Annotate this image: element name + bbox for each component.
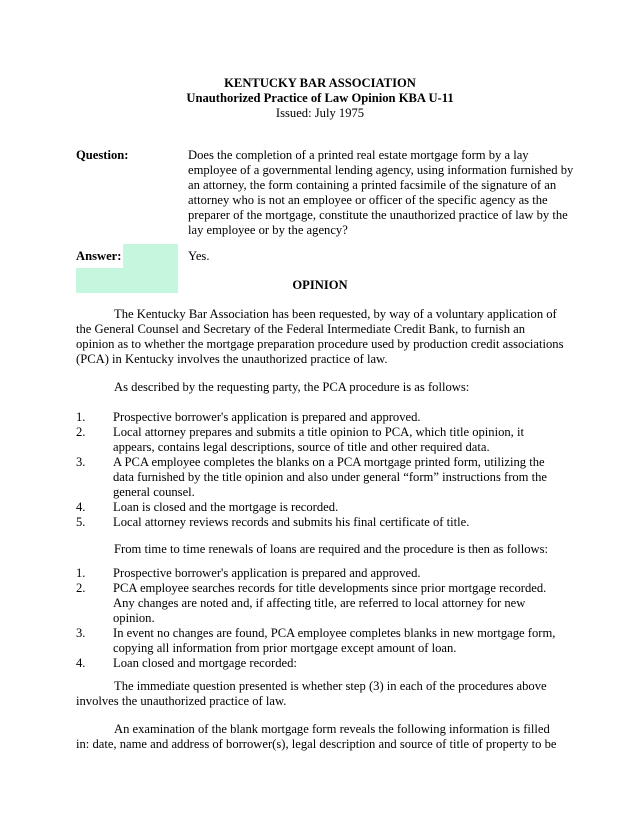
intro-paragraph: The Kentucky Bar Association has been requested, by way of a voluntary application of the General Counsel and Secretary of the Federal Intermediate Credit Bank, to furnish an opinion as to whether the mortgage preparation procedure used by production credit associations (PCA) in Kentucky involves the unauthorized practice of law. [76, 307, 564, 366]
renewals-paragraph: From time to time renewals of loans are required and the procedure is then as follows: [114, 542, 549, 556]
examination-paragraph: An examination of the blank mortgage form reveals the following information is filled in: date, name and address of borrower(s), legal description and source of title of property to be [76, 722, 557, 751]
opinion-title: Unauthorized Practice of Law Opinion KBA U-11 [186, 91, 454, 105]
issued-date: Issued: July 1975 [275, 106, 365, 120]
procedure-list [76, 410, 566, 530]
organization-name: KENTUCKY BAR ASSOCIATION [224, 76, 416, 90]
answer-label: Answer: [76, 249, 122, 263]
list-item: 3. In event no changes are found, PCA employee completes blanks in new mortgage form, copying all information from prior mortgage except amount of loan. [76, 626, 556, 655]
list-item: 3. A PCA employee completes the blanks on a PCA mortgage printed form, utilizing the data furnished by the title opinion and also under general “form” instructions from the general counsel. [76, 455, 548, 499]
question-text: Does the completion of a printed real estate mortgage form by a lay employee of a governmental lending agency, using information furnished by an attorney, the form containing a printed facsimile of the signature of an attorney who is not an employee or officer of the specific agency as the preparer of the mortgage, constitute the unauthorized practice of law by the lay employee or by the agency? [188, 148, 574, 237]
list-item: 5. Local attorney reviews records and submits his final certificate of title. [76, 515, 470, 529]
list-item: 1. Prospective borrower's application is prepared and approved. [76, 566, 421, 580]
list-item: 2. PCA employee searches records for title developments since prior mortgage recorded. Any changes are noted and, if affecting title, are referred to local attorney for new opinion. [76, 581, 547, 625]
renewal-procedure-list [76, 566, 566, 671]
document-header [0, 76, 640, 121]
list-item: 1. Prospective borrower's application is prepared and approved. [76, 410, 421, 424]
question-label: Question: [76, 148, 129, 162]
list-item: 4. Loan is closed and the mortgage is recorded. [76, 500, 339, 514]
answer-highlight-top [123, 244, 178, 268]
answer-text: Yes. [188, 249, 210, 263]
list-item: 4. Loan closed and mortgage recorded: [76, 656, 297, 670]
opinion-heading: OPINION [292, 278, 348, 292]
immediate-question-paragraph: The immediate question presented is whether step (3) in each of the procedures above involves the unauthorized practice of law. [76, 679, 547, 708]
described-paragraph: As described by the requesting party, the PCA procedure is as follows: [114, 380, 470, 394]
list-item: 2. Local attorney prepares and submits a title opinion to PCA, which title opinion, it appears, contains legal descriptions, source of title and other required data. [76, 425, 524, 454]
